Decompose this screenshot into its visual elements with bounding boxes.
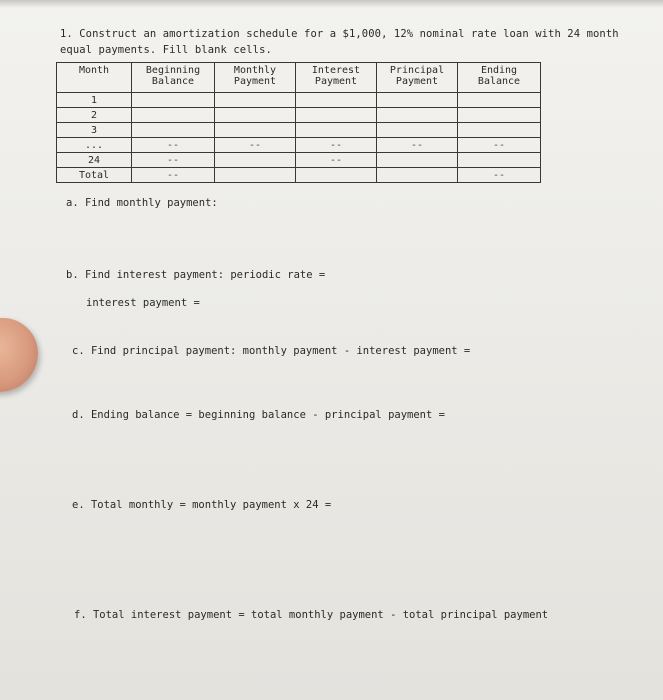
part-b-interest: interest payment =: [86, 297, 200, 309]
blank-cell[interactable]: [215, 153, 296, 168]
blank-cell[interactable]: [132, 93, 215, 108]
blank-cell[interactable]: [215, 108, 296, 123]
dash-cell: --: [458, 138, 541, 153]
dash-cell: --: [296, 138, 377, 153]
blank-cell[interactable]: [377, 108, 458, 123]
table-row: [57, 138, 541, 153]
table-row: [57, 123, 541, 138]
month-cell: 3: [57, 123, 132, 138]
part-a: a. Find monthly payment:: [66, 197, 218, 209]
part-b: b. Find interest payment: periodic rate =: [66, 269, 326, 281]
dash-cell: --: [458, 168, 541, 183]
blank-cell[interactable]: [215, 123, 296, 138]
header-monthly-payment: Monthly Payment: [215, 63, 296, 93]
blank-cell[interactable]: [132, 108, 215, 123]
blank-cell[interactable]: [215, 93, 296, 108]
part-c: c. Find principal payment: monthly payment - interest payment =: [72, 345, 471, 357]
part-d: d. Ending balance = beginning balance - principal payment =: [72, 409, 445, 421]
month-cell: 24: [57, 153, 132, 168]
blank-cell[interactable]: [458, 93, 541, 108]
blank-cell[interactable]: [377, 93, 458, 108]
header-ending-balance: Ending Balance: [458, 63, 541, 93]
month-cell: 2: [57, 108, 132, 123]
blank-cell[interactable]: [296, 123, 377, 138]
dash-cell: --: [377, 138, 458, 153]
blank-cell[interactable]: [377, 168, 458, 183]
dash-cell: --: [132, 153, 215, 168]
blank-cell[interactable]: [296, 93, 377, 108]
dash-cell: --: [215, 138, 296, 153]
month-cell: Total: [57, 168, 132, 183]
dash-cell: --: [132, 138, 215, 153]
blank-cell[interactable]: [215, 168, 296, 183]
part-f: f. Total interest payment = total monthly payment - total principal payment: [74, 609, 549, 621]
table-row: [57, 168, 541, 183]
table-row: [57, 93, 541, 108]
blank-cell[interactable]: [296, 168, 377, 183]
blank-cell[interactable]: [132, 123, 215, 138]
header-month: Month: [57, 63, 132, 93]
table-row: [57, 108, 541, 123]
part-e: e. Total monthly = monthly payment x 24 =: [72, 499, 332, 511]
dash-cell: --: [296, 153, 377, 168]
header-principal-payment: Principal Payment: [377, 63, 458, 93]
header-interest-payment: Interest Payment: [296, 63, 377, 93]
blank-cell[interactable]: [458, 153, 541, 168]
question-title: 1. Construct an amortization schedule for a $1,000, 12% nominal rate loan with 24 month equal payments. Fill blank cells.: [60, 28, 619, 56]
blank-cell[interactable]: [458, 123, 541, 138]
month-cell: 1: [57, 93, 132, 108]
blank-cell[interactable]: [458, 108, 541, 123]
table-row: [57, 153, 541, 168]
page-shadow: [0, 0, 663, 8]
dash-cell: --: [132, 168, 215, 183]
blank-cell[interactable]: [377, 153, 458, 168]
month-cell: ...: [57, 138, 132, 153]
header-beginning-balance: Beginning Balance: [132, 63, 215, 93]
blank-cell[interactable]: [296, 108, 377, 123]
table-header-row: [57, 63, 541, 93]
amortization-table: [56, 62, 541, 183]
blank-cell[interactable]: [377, 123, 458, 138]
